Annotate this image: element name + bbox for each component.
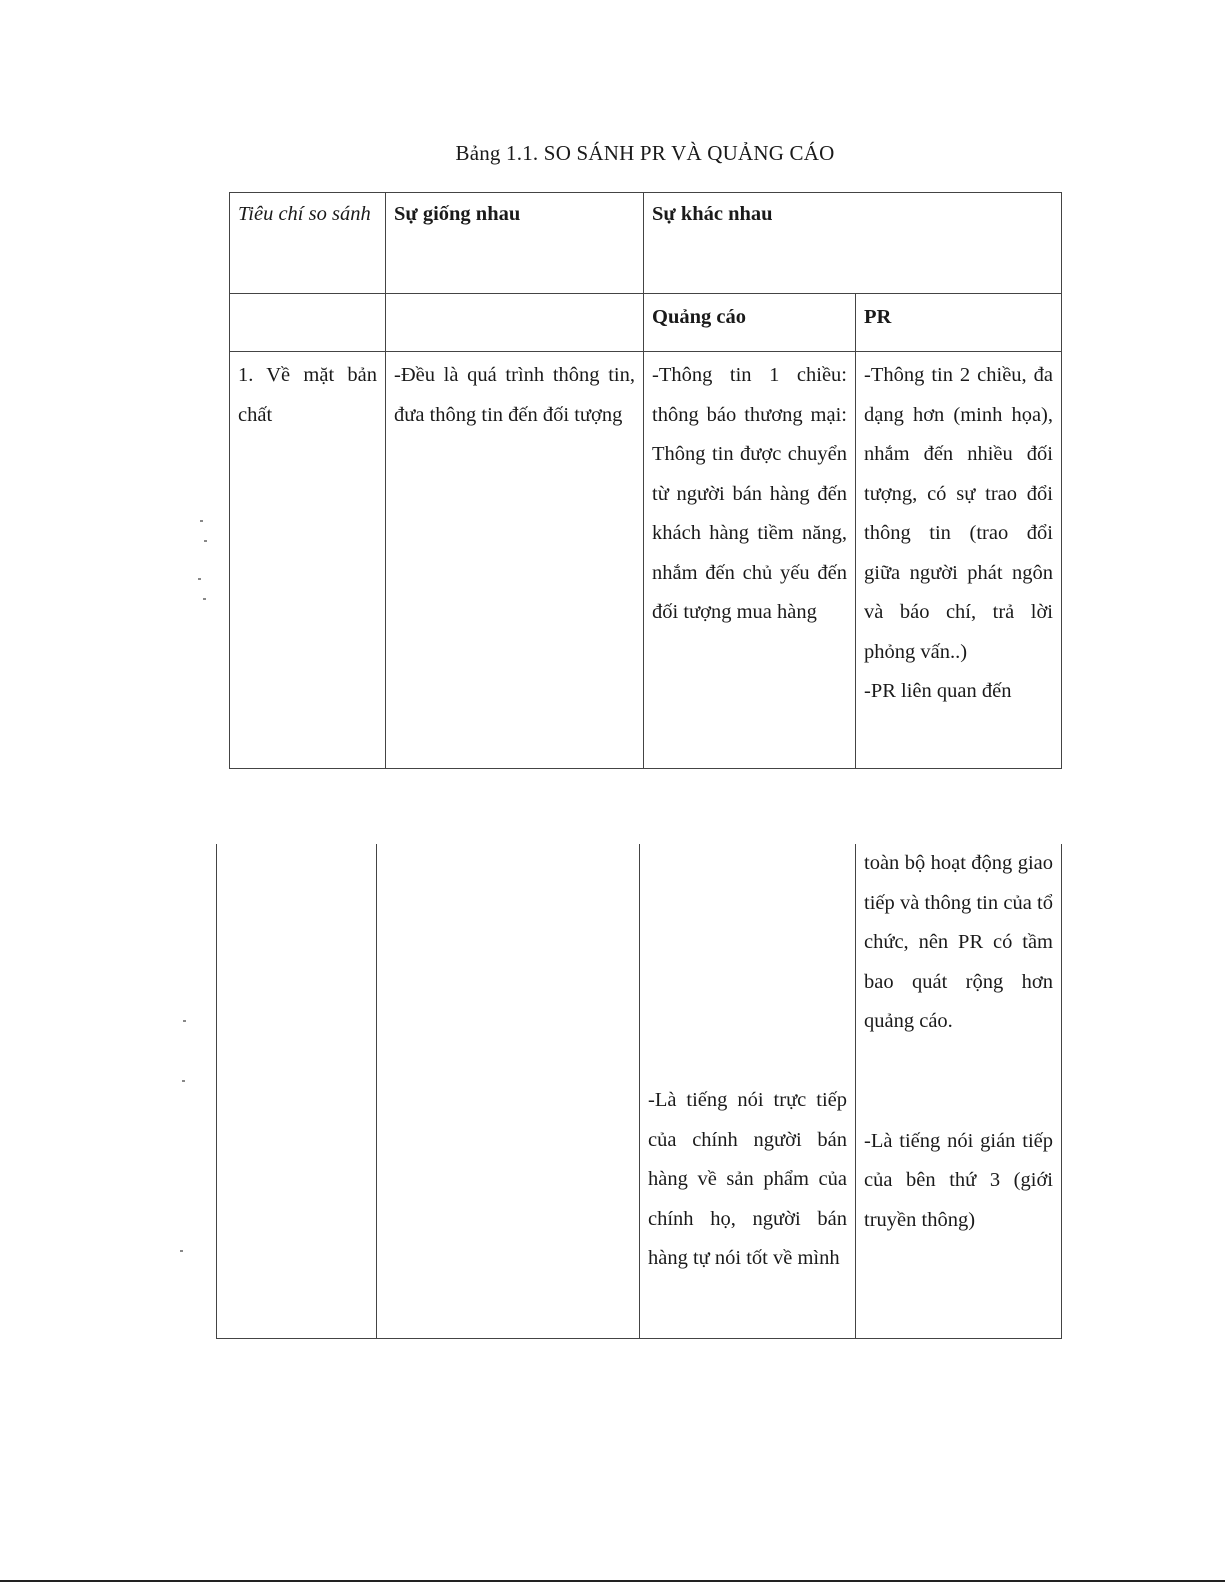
pr-cell: [856, 352, 1062, 769]
pr-cell-continued: [856, 844, 1062, 1338]
table-caption: Bảng 1.1. SO SÁNH PR VÀ QUẢNG CÁO: [455, 141, 835, 165]
table-header-row: [230, 193, 1062, 294]
pr-text-part-1: -Thông tin 2 chiều, đa dạng hơn (minh họa), nhắm đến nhiều đối tượng, có sự trao đổi thông tin (trao đổi giữa người phát ngôn và báo chí, trả lời phỏng vấn..): [864, 364, 1053, 663]
advertising-cell: -Thông tin 1 chiều: thông báo thương mại: Thông tin được chuyển từ người bán hàng đến khách hàng tiềm năng, nhắm đến chủ yếu đến đối tượng mua hàng: [644, 352, 856, 769]
criteria-cell: 1. Về mặt bản chất: [230, 352, 386, 769]
scan-speck: [198, 578, 201, 580]
pr-text-part-2-end: toàn bộ hoạt động giao tiếp và thông tin của tổ chức, nên PR có tầm bao quát rộng hơn quảng cáo.: [864, 852, 1053, 1032]
table-row-continued: [217, 844, 1062, 1338]
page-bottom-edge: [0, 1580, 1225, 1582]
scan-speck: [183, 1020, 186, 1022]
scan-speck: [204, 540, 207, 542]
empty-cell: [377, 844, 640, 1338]
scan-speck: [180, 1250, 183, 1252]
empty-cell: [217, 844, 377, 1338]
advertising-text-2: -Là tiếng nói trực tiếp của chính người bán hàng về sản phẩm của chính họ, người bán hàng tự nói tốt về mình: [648, 1089, 847, 1269]
scan-speck: [203, 598, 206, 600]
difference-header: Sự khác nhau: [644, 193, 1062, 294]
pr-text-2: -Là tiếng nói gián tiếp của bên thứ 3 (giới truyền thông): [864, 1129, 1053, 1231]
advertising-cell-continued: [640, 844, 856, 1338]
pr-header: PR: [856, 294, 1062, 352]
criteria-header: Tiêu chí so sánh: [230, 193, 386, 294]
pr-text-part-2: -PR liên quan đến: [864, 680, 1012, 702]
comparison-table-part-1: [229, 192, 1062, 769]
comparison-table-part-2: [216, 844, 1062, 1339]
empty-cell: [386, 294, 644, 352]
advertising-header: Quảng cáo: [644, 294, 856, 352]
table-subheader-row: [230, 294, 1062, 352]
similarity-header: Sự giống nhau: [386, 193, 644, 294]
scan-speck: [182, 1080, 185, 1082]
empty-cell: [230, 294, 386, 352]
similarity-cell: -Đều là quá trình thông tin, đưa thông tin đến đối tượng: [386, 352, 644, 769]
table-row: [230, 352, 1062, 769]
scan-speck: [200, 520, 203, 522]
